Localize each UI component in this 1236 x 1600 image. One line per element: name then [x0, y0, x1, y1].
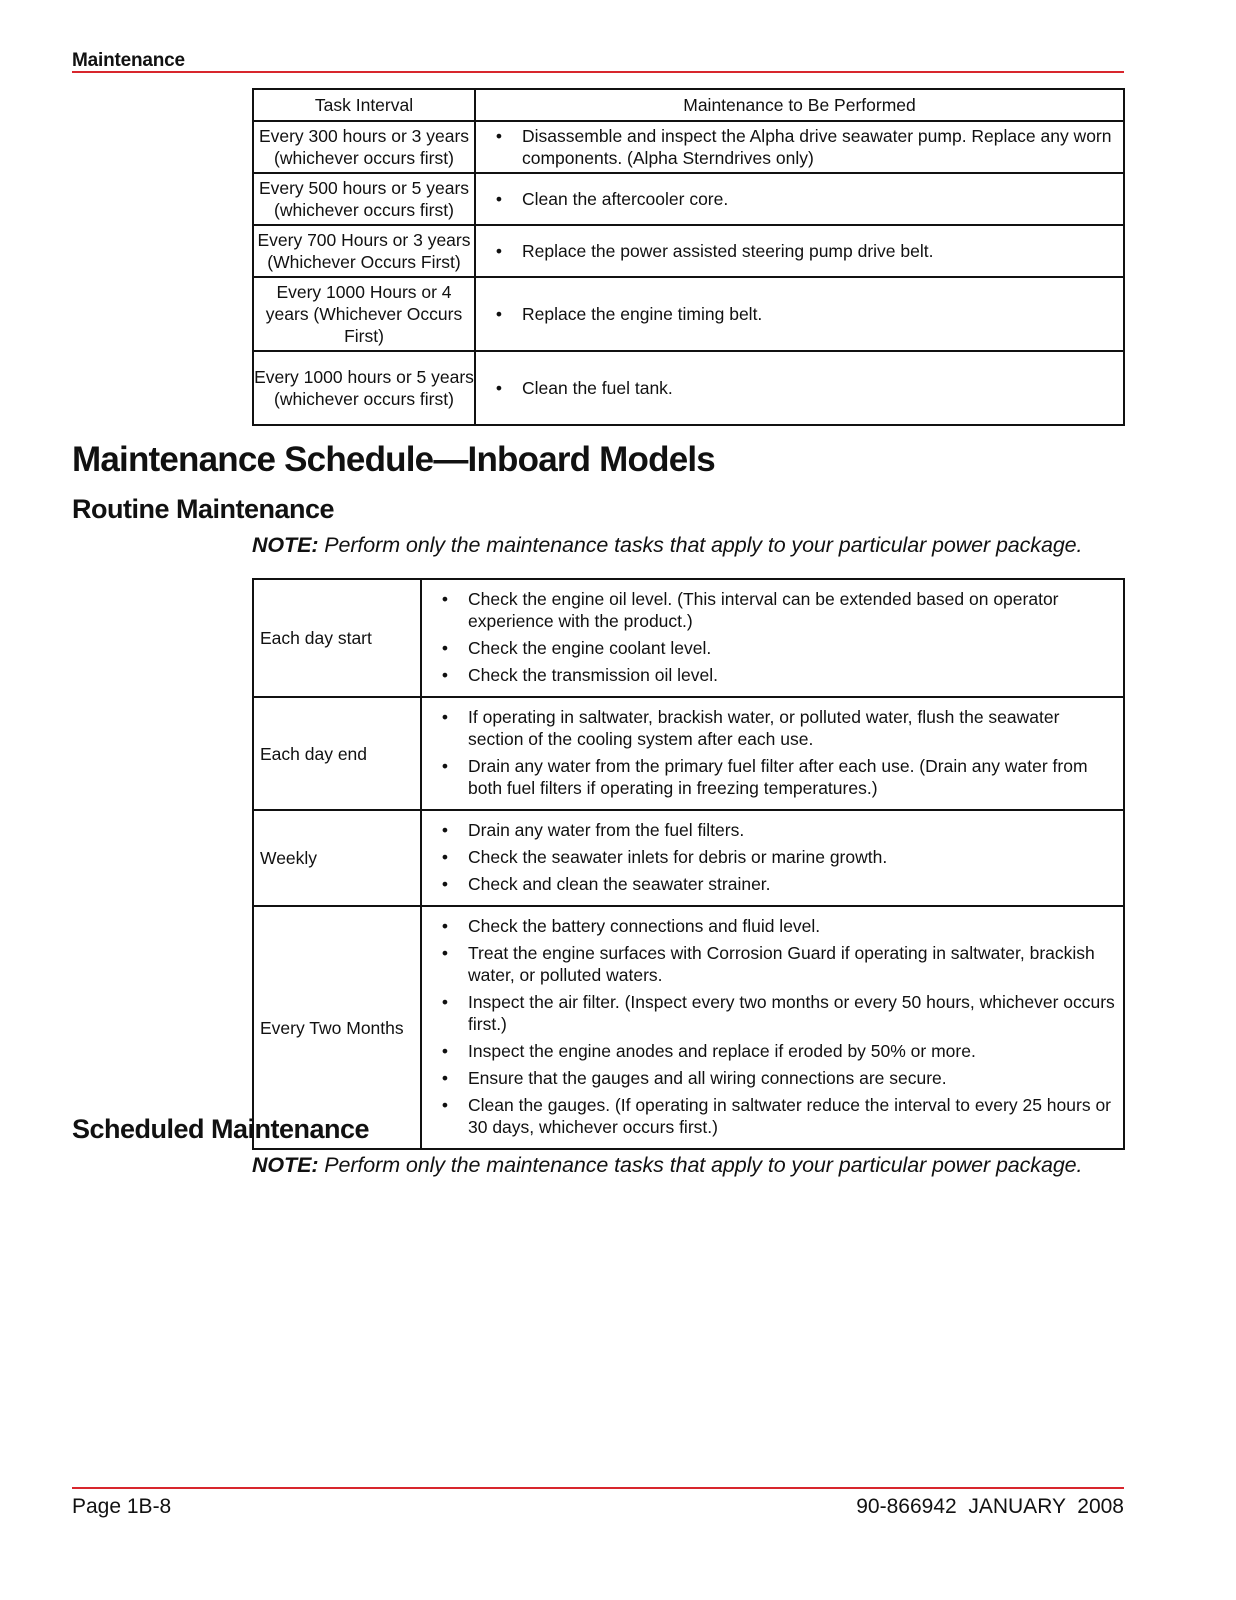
- tasks-cell: [421, 579, 1124, 697]
- col-header-tasks: Maintenance to Be Performed: [475, 89, 1124, 121]
- task-item: [422, 846, 1123, 868]
- task-item: [422, 1067, 1123, 1089]
- task-item: [422, 915, 1123, 937]
- bullet-icon: •: [441, 665, 449, 685]
- task-text: Check the engine coolant level.: [468, 638, 712, 658]
- task-item: [422, 588, 1123, 632]
- table-row: [253, 351, 1124, 425]
- bullet-icon: •: [441, 638, 449, 658]
- task-item: [422, 1040, 1123, 1062]
- task-item: [476, 240, 1123, 262]
- table-row: [253, 225, 1124, 277]
- routine-note: [252, 533, 1082, 558]
- table-row: [253, 810, 1124, 906]
- task-text: Clean the gauges. (If operating in saltwater reduce the interval to every 25 hours or 30 days, whichever occurs first.): [468, 1095, 1112, 1137]
- table-row: [253, 697, 1124, 810]
- task-text: Check the seawater inlets for debris or marine growth.: [468, 847, 888, 867]
- interval-cell: Every 1000 hours or 5 years (whichever occurs first): [253, 351, 475, 425]
- bullet-icon: •: [441, 1068, 449, 1088]
- scheduled-heading: Scheduled Maintenance: [72, 1114, 370, 1144]
- running-header: Maintenance: [72, 50, 185, 71]
- task-item: [422, 1094, 1123, 1138]
- task-text: Replace the engine timing belt.: [522, 304, 763, 324]
- interval-cell: Every 300 hours or 3 years (whichever occurs first): [253, 121, 475, 173]
- frequency-cell: Each day start: [253, 579, 421, 697]
- task-text: Treat the engine surfaces with Corrosion Guard if operating in saltwater, brackish water, or polluted waters.: [468, 943, 1095, 985]
- bullet-icon: •: [441, 589, 449, 609]
- bullet-icon: •: [495, 304, 503, 324]
- table-row: [253, 121, 1124, 173]
- task-item: [422, 706, 1123, 750]
- task-text: Ensure that the gauges and all wiring connections are secure.: [468, 1068, 947, 1088]
- bullet-icon: •: [495, 241, 503, 261]
- scheduled-note-label: NOTE:: [252, 1153, 319, 1177]
- main-heading: Maintenance Schedule—Inboard Models: [72, 440, 715, 479]
- task-text: Inspect the air filter. (Inspect every two months or every 50 hours, whichever occurs first.): [468, 992, 1115, 1034]
- routine-table-body: [253, 579, 1124, 1149]
- task-item: [422, 755, 1123, 799]
- page-number: Page 1B-8: [72, 1495, 172, 1518]
- interval-cell: Every 700 Hours or 3 years (Whichever Occurs First): [253, 225, 475, 277]
- task-item: [422, 942, 1123, 986]
- bullet-icon: •: [441, 820, 449, 840]
- bullet-icon: •: [441, 874, 449, 894]
- frequency-cell: Each day end: [253, 697, 421, 810]
- task-text: Drain any water from the fuel filters.: [468, 820, 745, 840]
- task-item: [476, 303, 1123, 325]
- bullet-icon: •: [441, 992, 449, 1012]
- frequency-cell: Weekly: [253, 810, 421, 906]
- task-text: Clean the fuel tank.: [522, 378, 673, 398]
- bullet-icon: •: [441, 707, 449, 727]
- tasks-cell: [421, 810, 1124, 906]
- task-text: If operating in saltwater, brackish water, or polluted water, flush the seawater section of the cooling system after each use.: [468, 707, 1060, 749]
- frequency-cell: Every Two Months: [253, 906, 421, 1149]
- task-item: [422, 991, 1123, 1035]
- bullet-icon: •: [441, 943, 449, 963]
- routine-note-text: Perform only the maintenance tasks that apply to your particular power package.: [318, 533, 1083, 557]
- task-text: Drain any water from the primary fuel filter after each use. (Drain any water from both fuel filters if operating in freezing temperatures.): [468, 756, 1088, 798]
- task-text: Check and clean the seawater strainer.: [468, 874, 771, 894]
- routine-note-label: NOTE:: [252, 533, 319, 557]
- task-text: Inspect the engine anodes and replace if eroded by 50% or more.: [468, 1041, 976, 1061]
- task-item: [422, 819, 1123, 841]
- bullet-icon: •: [441, 1041, 449, 1061]
- routine-heading: Routine Maintenance: [72, 494, 335, 524]
- task-text: Check the transmission oil level.: [468, 665, 718, 685]
- tasks-cell: [475, 121, 1124, 173]
- bullet-icon: •: [441, 916, 449, 936]
- task-text: Clean the aftercooler core.: [522, 189, 729, 209]
- task-text: Check the battery connections and fluid level.: [468, 916, 821, 936]
- bullet-icon: •: [495, 189, 503, 209]
- col-header-interval: Task Interval: [253, 89, 475, 121]
- bullet-icon: •: [495, 126, 503, 146]
- tasks-cell: [475, 225, 1124, 277]
- interval-table-body: [253, 121, 1124, 425]
- interval-table: [252, 88, 1125, 426]
- task-item: [476, 377, 1123, 399]
- task-item: [422, 873, 1123, 895]
- bullet-icon: •: [441, 847, 449, 867]
- document-id: 90-866942 JANUARY 2008: [856, 1495, 1124, 1518]
- task-item: [476, 188, 1123, 210]
- interval-cell: Every 1000 Hours or 4 years (Whichever Occurs First): [253, 277, 475, 351]
- table-row: [253, 277, 1124, 351]
- interval-cell: Every 500 hours or 5 years (whichever occurs first): [253, 173, 475, 225]
- scheduled-note: [252, 1153, 1082, 1178]
- task-item: [422, 664, 1123, 686]
- tasks-cell: [475, 277, 1124, 351]
- bullet-icon: •: [441, 1095, 449, 1115]
- bullet-icon: •: [441, 756, 449, 776]
- tasks-cell: [475, 173, 1124, 225]
- scheduled-note-text: Perform only the maintenance tasks that apply to your particular power package.: [318, 1153, 1083, 1177]
- table-row: [253, 579, 1124, 697]
- tasks-cell: [421, 906, 1124, 1149]
- task-text: Replace the power assisted steering pump drive belt.: [522, 241, 934, 261]
- bullet-icon: •: [495, 378, 503, 398]
- table-row: [253, 173, 1124, 225]
- task-text: Disassemble and inspect the Alpha drive seawater pump. Replace any worn components. (Alpha Sterndrives only): [522, 126, 1112, 168]
- task-item: [476, 125, 1123, 169]
- footer-rule: [72, 1487, 1124, 1489]
- task-text: Check the engine oil level. (This interval can be extended based on operator experience with the product.): [468, 589, 1059, 631]
- table-row: [253, 906, 1124, 1149]
- tasks-cell: [475, 351, 1124, 425]
- routine-table: [252, 578, 1125, 1150]
- header-rule: [72, 71, 1124, 73]
- task-item: [422, 637, 1123, 659]
- tasks-cell: [421, 697, 1124, 810]
